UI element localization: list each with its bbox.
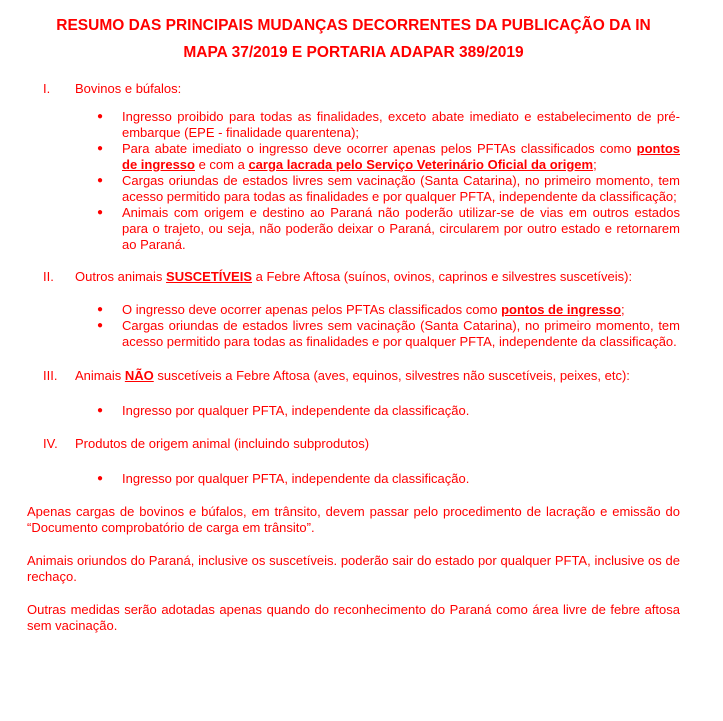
section-4-heading [27, 436, 680, 452]
bullet-icon: ● [97, 143, 104, 154]
list-item: ● O ingresso deve ocorrer apenas pelos PFTAs classificados como pontos de ingresso; [97, 302, 625, 317]
list-item: ● Ingresso por qualquer PFTA, independente da classificação. [97, 403, 470, 418]
section-4-list [27, 471, 680, 487]
list-item: ● Ingresso por qualquer PFTA, independente da classificação. [97, 471, 470, 486]
title-line-2: MAPA 37/2019 E PORTARIA ADAPAR 389/2019 [183, 44, 524, 61]
section-1-heading [27, 81, 680, 97]
emphasis-text: NÃO [124, 368, 154, 383]
list-item: ● Ingresso proibido para todas as finalidades, exceto abate imediato e estabelecimento de pré-embarque (EPE - finalidade quarentena); [97, 109, 680, 140]
bullet-icon: ● [97, 473, 104, 484]
section-number: III. [43, 368, 58, 383]
title-line-1: RESUMO DAS PRINCIPAIS MUDANÇAS DECORRENTES DA PUBLICAÇÃO DA IN [56, 17, 651, 34]
list-item: ● Animais com origem e destino ao Paraná não poderão utilizar-se de vias em outros estados para o trajeto, ou seja, não poderão deixar o Paraná, circularem por outro estado e retornarem ao Paraná. [97, 205, 680, 252]
bullet-icon: ● [97, 320, 104, 331]
emphasis-text: SUSCETÍVEIS [166, 269, 253, 284]
section-number: IV. [43, 436, 58, 451]
list-item: ● Cargas oriundas de estados livres sem vacinação (Santa Catarina), no primeiro momento, tem acesso permitido para todas as finalidades e por qualquer PFTA, independente da classificação; [97, 173, 680, 204]
bullet-icon: ● [97, 175, 104, 186]
section-3-heading [27, 368, 680, 384]
emphasis-text: carga lacrada pelo Serviço Veterinário Oficial da origem [248, 157, 594, 172]
note-paragraph: Outras medidas serão adotadas apenas quando do reconhecimento do Paraná como área livre de febre aftosa sem vacinação. [27, 602, 680, 633]
bullet-icon: ● [97, 207, 104, 218]
emphasis-text: pontos de ingresso [501, 302, 622, 317]
bullet-icon: ● [97, 405, 104, 416]
section-label: Produtos de origem animal (incluindo subprodutos) [75, 436, 370, 451]
section-number: I. [43, 81, 51, 96]
note-paragraph: Animais oriundos do Paraná, inclusive os suscetíveis. poderão sair do estado por qualquer PFTA, inclusive os de rechaço. [27, 553, 680, 584]
bullet-icon: ● [97, 304, 104, 315]
section-label: Outros animais SUSCETÍVEIS a Febre Aftosa (suínos, ovinos, caprinos e silvestres suscetíveis): [75, 269, 633, 284]
list-item: ● Cargas oriundas de estados livres sem vacinação (Santa Catarina), no primeiro momento, tem acesso permitido para todas as finalidades e por qualquer PFTA, independente da classificação. [97, 318, 680, 349]
bullet-icon: ● [97, 111, 104, 122]
list-item: ● Para abate imediato o ingresso deve ocorrer apenas pelos PFTAs classificados como pontos de ingresso e com a carga lacrada pelo Serviço Veterinário Oficial da origem; [97, 141, 680, 172]
section-number: II. [43, 269, 54, 284]
note-paragraph: Apenas cargas de bovinos e búfalos, em trânsito, devem passar pelo procedimento de lacração e emissão do “Documento comprobatório de carga em trânsito”. [27, 504, 680, 535]
section-label: Animais NÃO suscetíveis a Febre Aftosa (aves, equinos, silvestres não suscetíveis, peixes, etc): [75, 368, 630, 383]
section-2-heading [27, 269, 680, 285]
emphasis-text: pontos de ingresso [122, 141, 680, 172]
section-2-list [27, 302, 680, 350]
section-label: Bovinos e búfalos: [75, 81, 182, 96]
section-1-list [27, 109, 680, 253]
section-3-list [27, 403, 680, 419]
document-title [27, 0, 680, 66]
